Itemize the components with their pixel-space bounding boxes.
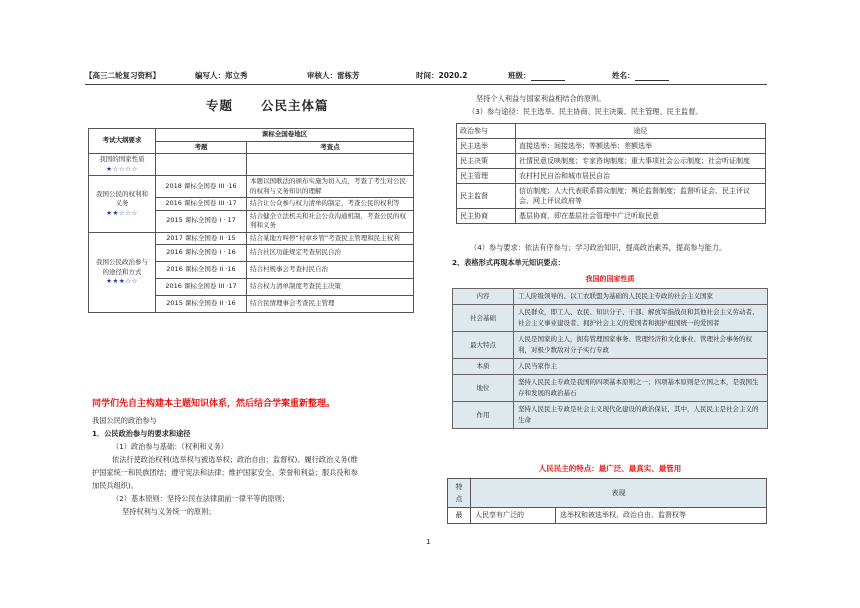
table-row-topic: 2015 课标全国卷 I · 17 (156, 210, 247, 232)
table-row-value: 基层协商，即在基层社会管理中广泛听取民意 (516, 209, 766, 224)
header-approach: 途径 (516, 124, 766, 139)
body-line: 加民兵组织)。 (92, 481, 138, 490)
table-row-value: 坚持人民民主专政是我国的四项基本原则之一；四项基本原则是立国之本，是我国生存和发展的政治基石 (514, 375, 768, 402)
subsection-heading: 1．公民政治参与的要求和途径 (92, 429, 191, 438)
table-row-topic: 2017 课标全国卷 II ·15 (156, 232, 247, 245)
table-row-point: 结合村规事会考查村民自治 (247, 262, 414, 279)
header-topic: 考题 (156, 141, 247, 154)
table-row-value: 人民群众，即工人、农民、知识分子、干部、解放军指战员和其他社会主义劳动者、社会主义事业建设者、拥护社会主义的爱国者和拥护祖国统一的爱国者 (514, 305, 768, 332)
table-row-topic: 2016 课标全国卷 II ·16 (156, 262, 247, 279)
body-line: 依法行使政治权利(选举权与被选举权；政治自由；监督权)、履行政治义务(维 (112, 455, 358, 464)
reviewer-label: 审核人：雷栋芳 (307, 71, 360, 80)
body-line: 坚持权利与义务统一的原则； (122, 507, 216, 516)
table-row-topic: 2018 课标全国卷 III ·16 (156, 176, 247, 198)
table-row-value: 信访制度；人大代表联系群众制度；舆论监督制度；监督听证会、民主评议会、网上评议政府等 (516, 184, 766, 209)
body-line: （1）政治参与基础：（权利和义务） (112, 442, 228, 451)
feature-title: 人民民主的特点：最广泛、最真实、最管用 (538, 464, 682, 473)
table-row-value: 人民享有广泛的 (471, 508, 556, 524)
header-region: 课标全国卷地区 (156, 129, 414, 142)
right-top-text (468, 92, 703, 118)
class-field: 班级： (508, 70, 565, 81)
table-row-key: 本质 (453, 359, 514, 375)
table-row-key: 社会基础 (453, 305, 514, 332)
body-line: 坚持个人利益与国家利益相结合的原则。 (476, 94, 606, 103)
page-number: 1 (426, 538, 431, 546)
table-row-key: 民主监督 (457, 184, 516, 209)
table-row-key: 民主协商 (457, 209, 516, 224)
democracy-features-table (447, 478, 767, 524)
table-row-value: 直接选举；间接选举；等额选举；差额选举 (516, 139, 766, 154)
table-row-value: 社情民意反映制度；专家咨询制度；重大事项社会公示制度；社会听证制度 (516, 154, 766, 169)
red-instruction-note: 同学们先自主构建本主题知识体系，然后结合学案重新整理。 (92, 399, 336, 409)
name-field: 姓名： (612, 70, 669, 81)
title-part1: 专题 (206, 98, 234, 113)
table-row-topic: 2016 课标全国卷 III ·17 (156, 279, 247, 296)
body-line: （3）参与途径：民主选举、民主协商、民主决策、民主管理、民主监督。 (468, 107, 703, 116)
table-row-key: 内容 (453, 289, 514, 305)
table-row-key: 民主管理 (457, 169, 516, 184)
participation-table (456, 123, 766, 224)
page-title (206, 96, 329, 114)
table-row-topic: 2016 课标全国卷 III ·17 (156, 198, 247, 211)
table-row-point: 结合权力清单制度考查民主决策 (247, 279, 414, 296)
difficulty-stars: ★★☆☆☆ (106, 208, 138, 217)
difficulty-stars: ★☆☆☆☆ (106, 164, 138, 173)
table-row-key: 最 (448, 508, 471, 524)
header-requirement: 考试大纲要求 (89, 129, 156, 154)
table-row-value: 工人阶级领导的、以工农联盟为基础的人民民主专政的社会主义国家 (514, 289, 768, 305)
participation-requirements: （4）参与要求：依法有序参与；学习政治知识，提高政治素养，提高参与能力。 (470, 243, 727, 252)
difficulty-stars: ★★★☆☆ (106, 277, 138, 285)
body-line: （2）基本原则：坚持公民在法律面前一律平等的原则； (112, 494, 290, 503)
table-row-topic: 2015 课标全国卷 II ·16 (156, 296, 247, 313)
table-row-key: 最大特点 (453, 332, 514, 359)
table-row-point: 结合社区功能规定考查居民自治 (247, 245, 414, 262)
time-label: 时间：2020.2 (416, 71, 468, 80)
table-row-value: 农村村民自治和城市居民自治 (516, 169, 766, 184)
nature-title: 我国的国家性质 (585, 275, 635, 283)
table-row-point: 结合让公众参与权力清单的制定，考查公民的权利等 (247, 198, 414, 211)
section-heading: 我国公民的政治参与 (92, 416, 157, 425)
header-feature: 特 点 (448, 479, 471, 508)
req-rights-duties: 我国公民的权利和 义务 ★★☆☆☆ (89, 176, 156, 233)
table-row-topic: 2016 课标全国卷 I · 16 (156, 245, 247, 262)
table-row-key: 民主选举 (457, 139, 516, 154)
body-line: 护国家统一和民族团结；遵守宪法和法律；维护国家安全、荣誉和利益；服兵役和参 (92, 468, 358, 477)
table-row-value: 坚持人民民主专政是社会主义现代化建设的政治保证，其中，人民民主是社会主义的生命 (514, 402, 768, 429)
state-nature-table (452, 288, 768, 429)
table-row-value: 人民当家作主 (514, 359, 768, 375)
table-row-point: 本题以国歌法的颁布实施为切入点，考查了考生对公民的权利与义务知识的理解 (247, 176, 414, 198)
title-part2: 公民主体篇 (261, 98, 329, 113)
material-label: 【高三二轮复习资料】 (85, 71, 160, 80)
table-row-point: 结合民情理事会考查民主管理 (247, 296, 414, 313)
editor-label: 编写人：郑立秀 (195, 71, 248, 80)
table-row-key: 作用 (453, 402, 514, 429)
table-row-key: 民主决策 (457, 154, 516, 169)
left-body-text (92, 414, 358, 518)
table-row-value: 人民是国家的主人，拥有管理国家事务、管理经济和文化事业、管理社会事务的权利，对极少数敌对分子实行专政 (514, 332, 768, 359)
exam-requirements-table (88, 128, 414, 313)
section-heading-2: 2、表格形式再现本单元知识要点： (452, 258, 565, 267)
req-nature: 我国的国家性质 ★☆☆☆☆ (89, 154, 156, 176)
table-row-point: 结合健全立法机关和社会公众沟通机制，考查公民的权利和义务 (247, 210, 414, 232)
header-manifestation: 表现 (471, 479, 767, 508)
table-row-value: 选举权和被选举权、政治自由、监督权等 (556, 508, 767, 524)
header-divider (85, 84, 767, 85)
header-participation: 政治参与 (457, 124, 516, 139)
header-point: 考查点 (247, 141, 414, 154)
table-row-key: 地位 (453, 375, 514, 402)
req-participation: 我国公民政治参与 的途径和方式 ★★★☆☆ (89, 232, 156, 313)
table-row-point: 结合某地方叫停“村章乡管”考查民主管理和民主权利 (247, 232, 414, 245)
